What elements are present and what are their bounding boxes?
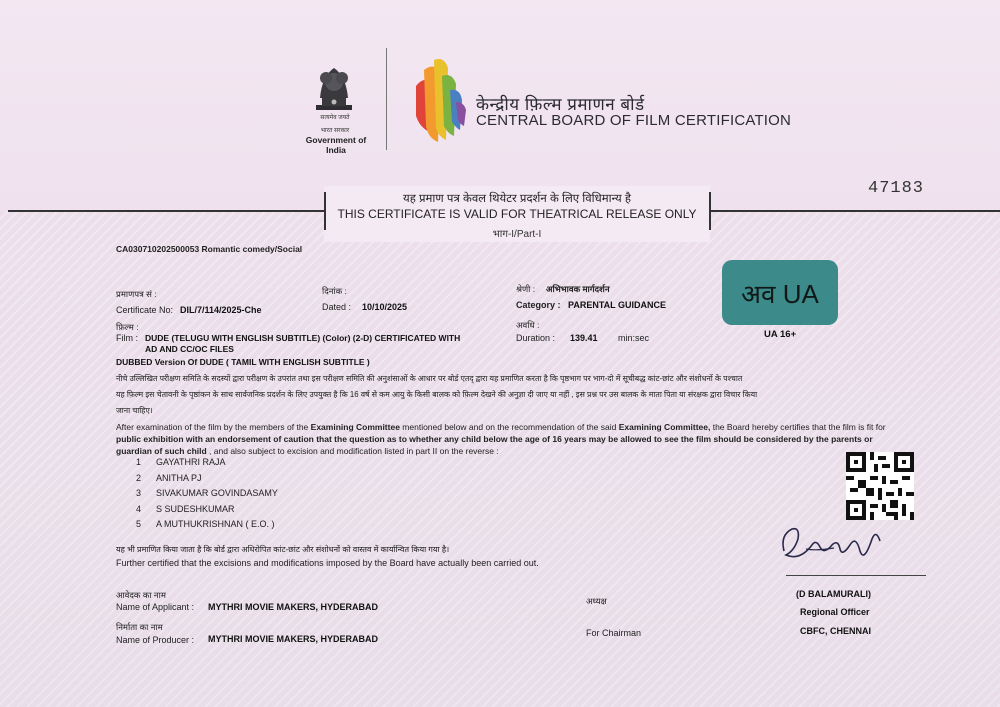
for-chairman: For Chairman — [586, 628, 642, 638]
cbfc-logo-icon — [410, 56, 468, 148]
hindi-para-line2: यह फ़िल्म इस चेतावनी के पृष्ठांकन के साथ सार्वजनिक प्रदर्शन के लिए उपयुक्त है कि 16 वर्ष से कम आयु के किसी बालक को फ़िल्म देखने की अनुज्ञा दी जाए या नहीं , इस प्रश्न पर उस बालक के माता पिता या संरक्षक द्वारा विचार किया — [116, 390, 758, 399]
duration-unit: min:sec — [618, 333, 650, 343]
cert-number-label-hindi: प्रमाणपत्र सं : — [116, 289, 157, 299]
member-number: 2 — [136, 472, 142, 483]
category-value-hindi: अभिभावक मार्गदर्शन — [546, 284, 610, 294]
film-title-line1: DUDE (TELUGU WITH ENGLISH SUBTITLE) (Color) (2-D) CERTIFICATED WITH — [145, 333, 461, 343]
member-name: SIVAKUMAR GOVINDASAMY — [156, 488, 278, 498]
member-name: A MUTHUKRISHNAN ( E.O. ) — [156, 519, 275, 529]
officer-office: CBFC, CHENNAI — [800, 626, 871, 636]
banner-english: THIS CERTIFICATE IS VALID FOR THEATRICAL RELEASE ONLY — [337, 207, 697, 221]
emblem-hindi: भारत सरकार — [320, 128, 350, 134]
banner-bar-left — [324, 192, 326, 230]
board-name-hindi: केन्द्रीय फ़िल्म प्रमाणन बोर्ड — [476, 95, 645, 114]
duration-value: 139.41 — [570, 333, 598, 343]
category-label: Category : — [516, 300, 561, 310]
duration-label-hindi: अवधि : — [516, 320, 540, 330]
committee-member — [136, 504, 278, 520]
member-name: GAYATHRI RAJA — [156, 457, 226, 467]
para-bold-2: Examining Committee, — [618, 422, 711, 432]
banner-bar-right — [709, 192, 711, 230]
serial-number: 47183 — [868, 179, 925, 198]
para-bold-1: Examining Committee — [310, 422, 400, 432]
cert-number: DIL/7/114/2025-Che — [180, 305, 262, 315]
member-number: 5 — [136, 519, 142, 529]
member-name: S SUDESHKUMAR — [156, 503, 235, 514]
applicant-value: MYTHRI MOVIE MAKERS, HYDERABAD — [208, 602, 379, 612]
category-value: PARENTAL GUIDANCE — [568, 300, 667, 310]
member-name: ANITHA PJ — [156, 472, 202, 483]
committee-member — [136, 519, 278, 535]
para-part-4: , and also subject to excision and modification listed in part II on the reverse : — [206, 446, 499, 456]
committee-member — [136, 457, 278, 473]
date-value: 10/10/2025 — [362, 302, 408, 312]
officer-title: Regional Officer — [800, 607, 870, 617]
applicant-label-hindi: आवेदक का नाम — [116, 590, 166, 600]
banner-rule-left — [8, 210, 324, 212]
cert-number-label: Certificate No: — [116, 305, 174, 315]
producer-label-hindi: निर्माता का नाम — [116, 622, 163, 632]
header-divider — [386, 48, 387, 150]
hindi-para-line1: नीचे उल्लिखित परीक्षण समिति के सदस्यों द्वारा परीक्षण के उपरांत तथा इस परीक्षण समिति की अनुशंसाओं के आधार पर बोर्ड एतद् द्वारा यह प्रमाणित करता है कि पृष्ठभाग पर भाग-दो में सूचीबद्ध कांट-छांट और संशोधनों के पश्चात — [116, 374, 743, 383]
emblem-motto: सत्यमेव जयते — [320, 115, 350, 121]
para-bold-3: public exhibition with an endorsement of caution that the question as to whether any child below the age of 16 years may be allowed to see the film should be considered by the parents or guardian of such child — [116, 434, 873, 456]
emblem-caption: Government of India — [305, 135, 367, 155]
category-label-hindi: श्रेणी : — [516, 284, 536, 294]
duration-label: Duration : — [516, 333, 556, 343]
film-label: Film : — [116, 333, 138, 343]
para-part-2: mentioned below and on the recommendation of the said — [399, 422, 619, 432]
signature-icon — [776, 521, 888, 577]
banner-hindi: यह प्रमाण पत्र केवल थियेटर प्रदर्शन के लिए विधिमान्य है — [403, 193, 631, 205]
para-part-3: the Board hereby certifies that the film is fit for — [710, 422, 886, 432]
committee-member — [136, 488, 278, 504]
further-english: Further certified that the excisions and modifications imposed by the Board have actually been carried out. — [116, 558, 539, 568]
signature-line — [786, 575, 926, 576]
film-title-line2: AD AND CC/OC FILES — [145, 344, 234, 354]
rating-text: UA 16+ — [764, 329, 797, 340]
applicant-label: Name of Applicant : — [116, 602, 195, 612]
english-paragraph — [116, 421, 902, 457]
committee-member — [136, 473, 278, 489]
further-hindi: यह भी प्रमाणित किया जाता है कि बोर्ड द्वारा अधिरोपित कांट-छांट और संशोधनों को वास्तव में कार्यान्वित किया गया है। — [116, 545, 450, 554]
reference-line: CA030710202500053 Romantic comedy/Social — [116, 244, 303, 254]
officer-name: (D BALAMURALI) — [796, 589, 871, 599]
date-label: Dated : — [322, 302, 352, 312]
rating-badge: अव UA — [722, 260, 838, 325]
chairman-hindi: अध्यक्ष — [586, 596, 607, 606]
qr-code-icon — [846, 452, 914, 520]
member-number: 4 — [136, 503, 142, 514]
film-label-hindi: फ़िल्म : — [116, 322, 139, 332]
member-number: 3 — [136, 488, 142, 498]
producer-value: MYTHRI MOVIE MAKERS, HYDERABAD — [208, 634, 379, 644]
committee-list — [136, 457, 278, 535]
hindi-para-line3: जाना चाहिए। — [116, 406, 153, 415]
banner-part: भाग-I/Part-I — [492, 229, 542, 240]
para-part-1: After examination of the film by the members of the — [116, 422, 311, 432]
dubbed-line: DUBBED Version Of DUDE ( TAMIL WITH ENGLISH SUBTITLE ) — [116, 357, 370, 367]
date-label-hindi: दिनांक : — [322, 286, 347, 296]
producer-label: Name of Producer : — [116, 635, 195, 645]
banner-rule-right — [710, 210, 1000, 212]
board-name-english: CENTRAL BOARD OF FILM CERTIFICATION — [476, 112, 792, 129]
member-number: 1 — [136, 457, 142, 467]
